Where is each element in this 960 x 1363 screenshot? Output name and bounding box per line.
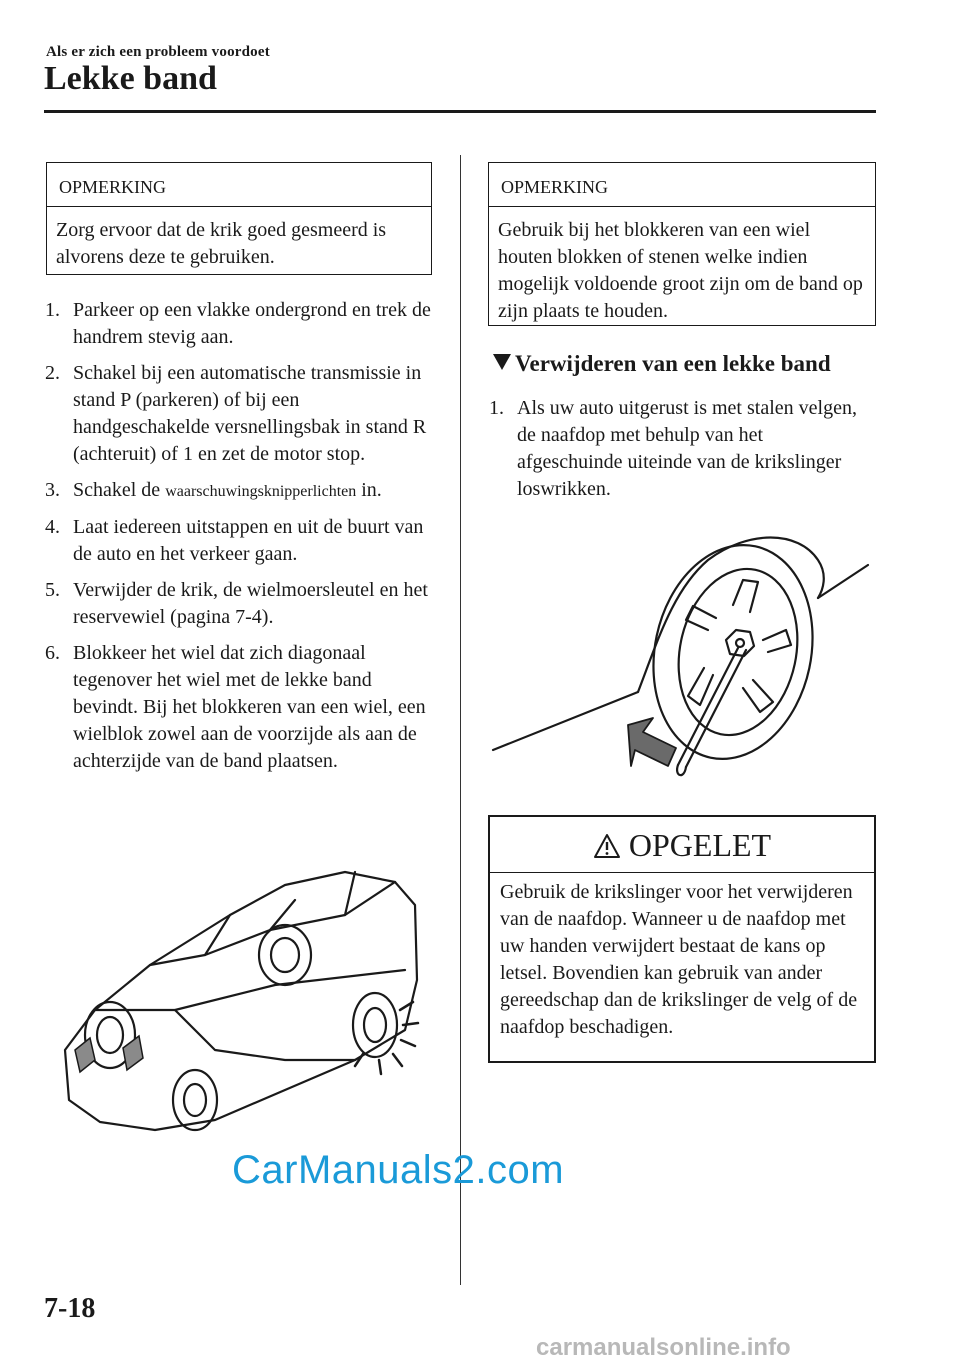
list-item: 4. Laat iedereen uitstappen en uit de buurt van de auto en het verkeer gaan. — [45, 516, 424, 565]
title-rule — [44, 110, 876, 113]
note-box-right — [488, 162, 876, 326]
list-item: 3. Schakel de waarschuwingsknipperlichten in. — [45, 479, 382, 501]
watermark-footer: carmanualsonline.info — [536, 1334, 791, 1361]
note-body: Zorg ervoor dat de krik goed gesmeerd is alvorens deze te gebruiken. — [56, 219, 387, 268]
note-box-left — [46, 162, 432, 275]
car-wheel-block-illustration — [55, 860, 435, 1140]
subheading: Verwijderen van een lekke band — [493, 351, 831, 377]
list-item: 1. Parkeer op een vlakke ondergrond en trek de handrem stevig aan. — [45, 299, 431, 348]
page-title: Lekke band — [44, 60, 217, 97]
steps-list-right — [489, 395, 873, 512]
triangle-down-icon — [493, 354, 511, 370]
list-item: 2. Schakel bij een automatische transmissie in stand P (parkeren) of bij een handgeschakelde versnellingsbak in stand R (achteruit) of 1 en zet de motor stop. — [45, 362, 427, 465]
hubcap-removal-illustration — [488, 520, 878, 790]
page-number: 7-18 — [44, 1293, 96, 1324]
caution-box — [488, 815, 876, 1063]
note-heading: OPMERKING — [47, 163, 431, 207]
caution-heading: OPGELET — [490, 817, 874, 873]
column-divider — [460, 155, 461, 1285]
watermark-logo: CarManuals2.com — [232, 1148, 565, 1192]
list-item: 1. Als uw auto uitgerust is met stalen velgen, de naafdop met behulp van het afgeschuinde uiteinde van de krikslinger loswrikken. — [489, 397, 857, 500]
warning-triangle-icon — [593, 833, 621, 859]
section-label: Als er zich een probleem voordoet — [46, 44, 270, 60]
steps-list-left — [45, 297, 437, 784]
note-heading: OPMERKING — [489, 163, 875, 207]
note-body: Gebruik bij het blokkeren van een wiel houten blokken of stenen welke indien mogelijk voldoende groot zijn om de band op zijn plaats te houden. — [498, 219, 863, 322]
list-item: 6. Blokkeer het wiel dat zich diagonaal tegenover het wiel met de lekke band bevindt. Bij het blokkeren van een wiel, een wielblok zowel aan de voorzijde als aan de achterzijde van de band plaatsen. — [45, 642, 426, 772]
caution-body: Gebruik de krikslinger voor het verwijderen van de naafdop. Wanneer u de naafdop met uw handen verwijdert bestaat de kans op letsel. Bovendien kan gebruik van ander gereedschap dan de krikslinger de velg of de naafdop beschadigen. — [500, 881, 858, 1038]
list-item: 5. Verwijder de krik, de wielmoersleutel en het reservewiel (pagina 7-4). — [45, 579, 428, 628]
